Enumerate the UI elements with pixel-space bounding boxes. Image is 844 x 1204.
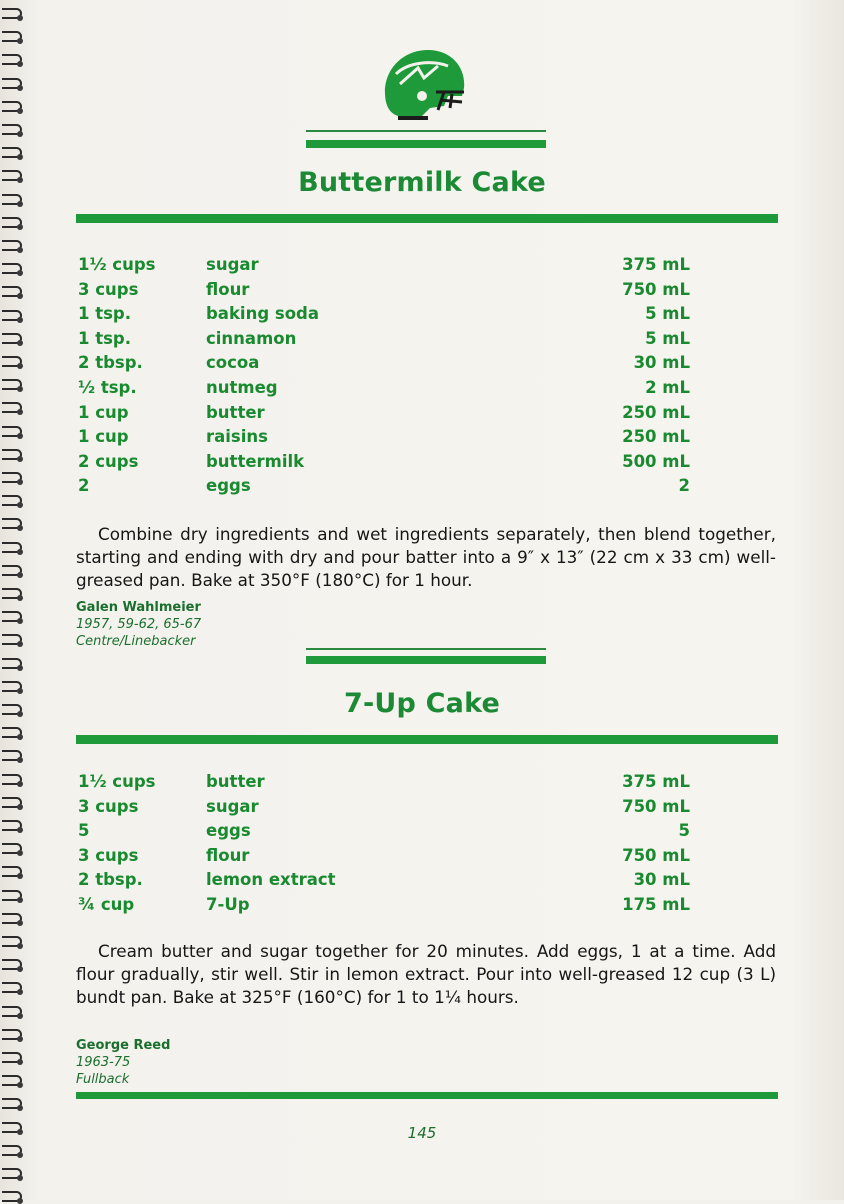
recipe-method: Cream butter and sugar together for 20 minutes. Add eggs, 1 at a time. Add flour gradually, stir well. Stir in lemon extract. Pour into well-greased 12 cup (3 L) bundt pan. Bake at 325°F (160°C) for 1 to 1¼ hours. <box>76 941 776 1007</box>
ingredient-name: flour <box>206 279 250 299</box>
ingredient-metric: 250 mL <box>622 427 690 447</box>
ingredient-row <box>78 329 690 351</box>
binding-hole <box>17 317 23 323</box>
binding-hole <box>17 201 23 207</box>
binding-hole <box>17 549 23 555</box>
divider <box>306 130 546 132</box>
ingredient-row <box>78 378 690 400</box>
binding-hole <box>17 1059 23 1065</box>
binding-hole <box>17 1198 23 1204</box>
ingredient-quantity: 1 tsp. <box>78 328 132 348</box>
binding-hole <box>17 154 23 160</box>
binding-hole <box>17 479 23 485</box>
recipe-title: Buttermilk Cake <box>298 167 546 198</box>
binding-hole <box>17 38 23 44</box>
ingredient-name: eggs <box>206 476 251 496</box>
recipe-method: Combine dry ingredients and wet ingredients separately, then blend together, starting and ending with dry and pour batter into a 9″ x 13″ (22 cm x 33 cm) well-greased pan. Bake at 350°F (180°C) for 1 hour. <box>76 524 776 590</box>
ingredient-metric: 5 mL <box>645 304 690 324</box>
binding-hole <box>17 1082 23 1088</box>
ingredient-name: sugar <box>206 796 259 816</box>
ingredient-row <box>78 452 690 474</box>
credit-years: 1957, 59-62, 65-67 <box>76 617 202 632</box>
ingredient-name: cinnamon <box>206 328 297 348</box>
binding-hole <box>17 386 23 392</box>
binding-hole <box>17 1152 23 1158</box>
credit-name: Galen Wahlmeier <box>76 600 201 615</box>
binding-hole <box>17 920 23 926</box>
binding-hole <box>17 61 23 67</box>
binding-hole <box>17 525 23 531</box>
divider <box>306 648 546 650</box>
ingredient-quantity: 1½ cups <box>78 255 156 274</box>
binding-hole <box>17 409 23 415</box>
ingredient-name: nutmeg <box>206 378 278 397</box>
ingredient-name: flour <box>206 845 250 865</box>
ingredient-name: raisins <box>206 427 268 447</box>
binding-hole <box>17 781 23 787</box>
binding-hole <box>17 804 23 810</box>
binding-hole <box>17 734 23 740</box>
ingredient-name: cocoa <box>206 353 260 373</box>
ingredient-quantity: ¾ cup <box>78 895 135 914</box>
binding-hole <box>17 943 23 949</box>
ingredient-quantity: 1 cup <box>78 427 129 447</box>
binding-hole <box>17 641 23 647</box>
ingredient-name: 7-Up <box>206 895 250 914</box>
divider <box>306 656 546 664</box>
ingredient-quantity: 2 <box>78 476 90 496</box>
binding-hole <box>17 1036 23 1042</box>
binding-hole <box>17 502 23 508</box>
credit-name: George Reed <box>76 1038 171 1053</box>
ingredient-metric: 750 mL <box>622 279 690 299</box>
binding-hole <box>17 873 23 879</box>
binding-hole <box>17 827 23 833</box>
ingredient-name: butter <box>206 772 265 791</box>
ingredient-metric: 5 <box>678 821 690 841</box>
ingredient-name: buttermilk <box>206 451 305 471</box>
ingredient-row <box>78 870 690 892</box>
ingredient-name: eggs <box>206 821 251 841</box>
ingredient-quantity: 2 tbsp. <box>78 353 143 373</box>
ingredient-name: lemon extract <box>206 870 336 890</box>
ingredient-quantity: 5 <box>78 821 90 841</box>
ingredient-quantity: 2 cups <box>78 451 139 471</box>
divider <box>76 735 778 744</box>
binding-hole <box>17 850 23 856</box>
ingredient-row <box>78 353 690 375</box>
ingredient-row <box>78 427 690 449</box>
ingredient-metric: 5 mL <box>645 328 690 348</box>
binding-hole <box>17 1175 23 1181</box>
binding-hole <box>17 989 23 995</box>
ingredient-row <box>78 280 690 302</box>
ingredient-name: baking soda <box>206 304 319 324</box>
binding-hole <box>17 618 23 624</box>
binding-hole <box>17 897 23 903</box>
divider <box>306 140 546 148</box>
binding-hole <box>17 433 23 439</box>
ingredient-name: butter <box>206 402 265 422</box>
page-number: 145 <box>407 1124 437 1142</box>
ingredient-quantity: 1 tsp. <box>78 304 132 324</box>
binding-hole <box>17 15 23 21</box>
binding-hole <box>17 108 23 114</box>
ingredient-metric: 750 mL <box>622 845 690 865</box>
ingredient-row <box>78 255 690 277</box>
binding-hole <box>17 572 23 578</box>
ingredient-quantity: 1½ cups <box>78 772 156 791</box>
credit-position: Centre/Linebacker <box>76 634 196 649</box>
ingredient-row <box>78 304 690 326</box>
divider <box>76 214 778 223</box>
binding-hole <box>17 340 23 346</box>
binding-hole <box>17 131 23 137</box>
ingredient-metric: 375 mL <box>622 255 690 274</box>
football-helmet-icon <box>378 44 470 122</box>
ingredient-quantity: 3 cups <box>78 845 139 865</box>
ingredient-row <box>78 821 690 843</box>
binding-hole <box>17 224 23 230</box>
ingredient-row <box>78 403 690 425</box>
binding-hole <box>17 665 23 671</box>
ingredient-quantity: ½ tsp. <box>78 378 137 397</box>
ingredient-row <box>78 895 690 917</box>
binding-hole <box>17 247 23 253</box>
binding-hole <box>17 966 23 972</box>
ingredient-metric: 30 mL <box>633 870 690 890</box>
ingredient-metric: 250 mL <box>622 402 690 422</box>
binding-hole <box>17 293 23 299</box>
ingredient-name: sugar <box>206 255 259 274</box>
divider <box>76 1092 778 1099</box>
binding-hole <box>17 85 23 91</box>
binding-hole <box>17 270 23 276</box>
binding-hole <box>17 456 23 462</box>
ingredient-quantity: 1 cup <box>78 402 129 422</box>
ingredient-row <box>78 797 690 819</box>
binding-hole <box>17 1013 23 1019</box>
ingredient-metric: 2 <box>678 476 690 496</box>
ingredient-metric: 500 mL <box>622 451 690 471</box>
ingredient-row <box>78 846 690 868</box>
ingredient-metric: 175 mL <box>622 895 690 914</box>
ingredient-quantity: 2 tbsp. <box>78 870 143 890</box>
ingredient-quantity: 3 cups <box>78 796 139 816</box>
binding-hole <box>17 595 23 601</box>
binding-hole <box>17 1105 23 1111</box>
ingredient-metric: 30 mL <box>633 353 690 373</box>
ingredient-metric: 750 mL <box>622 796 690 816</box>
binding-hole <box>17 757 23 763</box>
credit-years: 1963-75 <box>76 1055 131 1070</box>
binding-hole <box>17 363 23 369</box>
ingredient-quantity: 3 cups <box>78 279 139 299</box>
ingredient-metric: 2 mL <box>645 378 690 397</box>
ingredient-metric: 375 mL <box>622 772 690 791</box>
ingredient-row <box>78 772 690 794</box>
recipe-title: 7-Up Cake <box>343 688 501 719</box>
ingredient-row <box>78 476 690 498</box>
credit-position: Fullback <box>76 1072 130 1087</box>
